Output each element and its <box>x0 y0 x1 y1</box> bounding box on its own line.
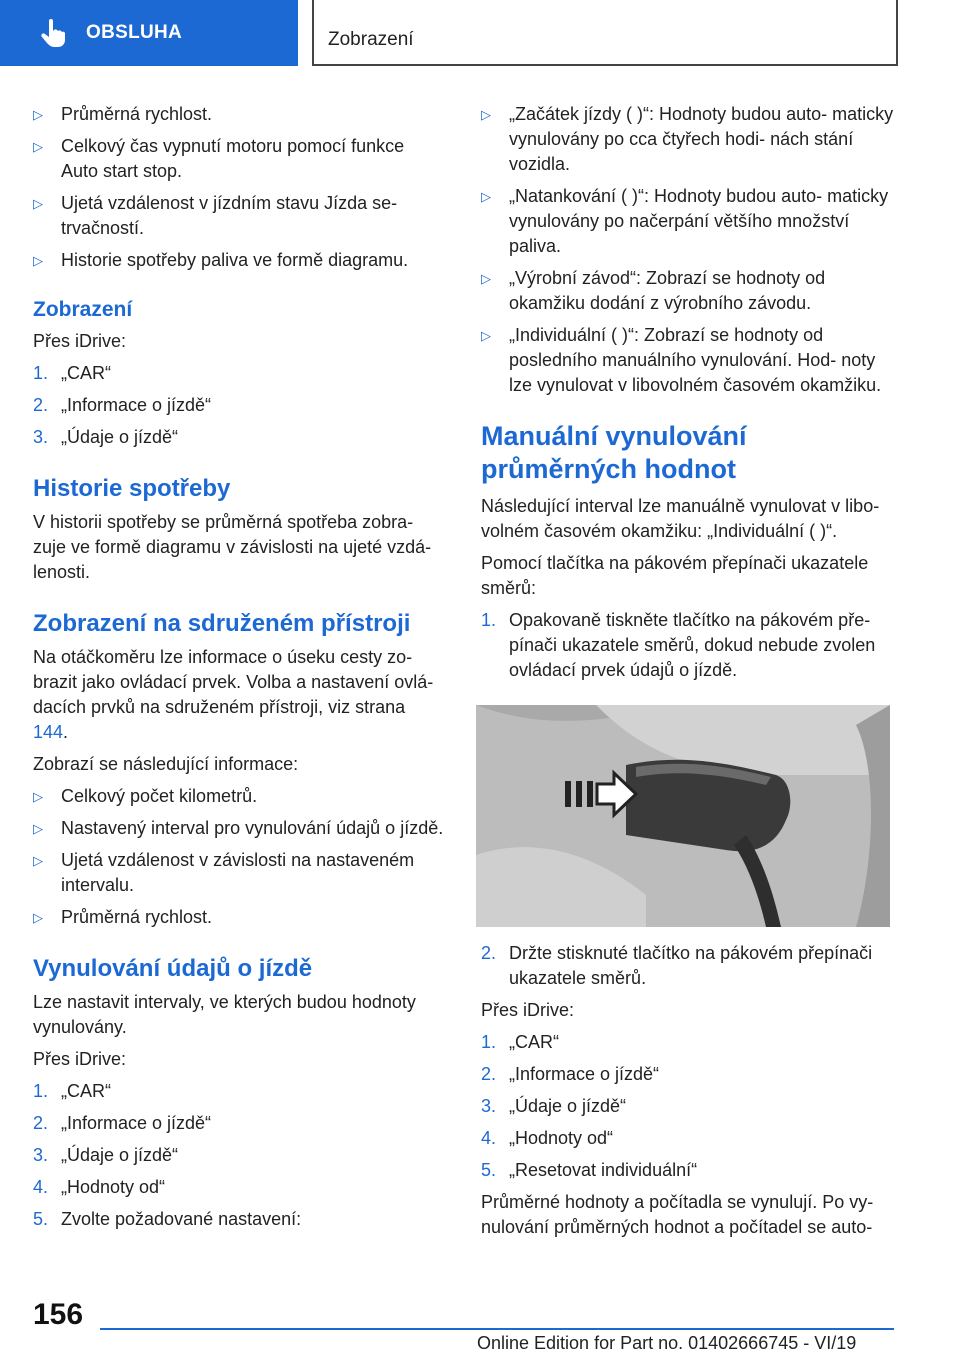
triangle-right-icon: ▷ <box>33 107 43 122</box>
list-item: ▷ „Výrobní závod“: Zobrazí se hodnoty od okamžiku dodání z výrobního závodu. <box>481 266 897 316</box>
section-tab <box>0 0 298 66</box>
paragraph: Průměrné hodnoty a počítadla se vynulují. Po vy- nulování průměrných hodnot a počítadel se auto- <box>481 1192 874 1237</box>
page-link[interactable]: 144 <box>33 722 64 742</box>
triangle-right-icon: ▷ <box>33 853 43 868</box>
heading-vynulovani: Vynulování údajů o jízdě <box>33 955 313 982</box>
step-item: 5. Zvolte požadované nastavení: <box>33 1209 302 1229</box>
triangle-right-icon: ▷ <box>481 107 491 122</box>
list-item: ▷ Celkový počet kilometrů. <box>33 784 445 809</box>
list-item: ▷ Nastavený interval pro vynulování údajů o jízdě. <box>33 816 445 841</box>
list-item: ▷ Historie spotřeby paliva ve formě diagramu. <box>33 248 445 273</box>
triangle-right-icon: ▷ <box>33 196 43 211</box>
heading-sdruzene: Zobrazení na sdruženém přístroji <box>33 610 411 637</box>
turn-signal-lever-photo <box>476 705 890 927</box>
heading-historie: Historie spotřeby <box>33 475 231 502</box>
step-item: 5. „Resetovat individuální“ <box>481 1160 698 1180</box>
step-item: 1. „CAR“ <box>33 1081 111 1101</box>
list-item: ▷ Průměrná rychlost. <box>33 905 445 930</box>
hand-pointer-icon <box>40 19 66 47</box>
list-item: ▷ Celkový čas vypnutí motoru pomocí funkce Auto start stop. <box>33 134 445 184</box>
step-item: 1. Opakovaně tiskněte tlačítko na pákovém pře- pínači ukazatele směrů, dokud nebude zvolen ovládací prvek údajů o jízdě. <box>481 610 876 680</box>
paragraph: Zobrazí se následující informace: <box>33 754 299 774</box>
step-item: 3. „Údaje o jízdě“ <box>33 1145 179 1165</box>
triangle-right-icon: ▷ <box>33 253 43 268</box>
left-column <box>33 102 445 1239</box>
chapter-title: Zobrazení <box>328 29 414 50</box>
page-number: 156 <box>33 1298 84 1331</box>
triangle-right-icon: ▷ <box>33 910 43 925</box>
list-item: ▷ Ujetá vzdálenost v jízdním stavu Jízda se- trvačností. <box>33 191 445 241</box>
step-item: 3. „Údaje o jízdě“ <box>33 427 179 447</box>
paragraph: Následující interval lze manuálně vynulovat v libo- volném časovém okamžiku: „Individuální ( )“. <box>481 496 880 541</box>
triangle-right-icon: ▷ <box>481 271 491 286</box>
step-item: 2. „Informace o jízdě“ <box>33 395 212 415</box>
triangle-right-icon: ▷ <box>481 328 491 343</box>
triangle-right-icon: ▷ <box>33 821 43 836</box>
list-item: ▷ Ujetá vzdálenost v závislosti na nastaveném intervalu. <box>33 848 445 898</box>
paragraph: Přes iDrive: <box>33 331 127 351</box>
step-item: 2. „Informace o jízdě“ <box>33 1113 212 1133</box>
step-item: 2. „Informace o jízdě“ <box>481 1064 660 1084</box>
footer-divider <box>100 1328 894 1330</box>
chapter-header <box>312 0 898 66</box>
triangle-right-icon: ▷ <box>33 789 43 804</box>
heading-zobrazeni: Zobrazení <box>33 298 133 321</box>
step-item: 4. „Hodnoty od“ <box>33 1177 166 1197</box>
list-item: ▷ Průměrná rychlost. <box>33 102 445 127</box>
list-item: ▷ „Natankování ( )“: Hodnoty budou auto- maticky vynulovány po načerpání většího množství paliva. <box>481 184 897 259</box>
footer-edition: Online Edition for Part no. 01402666745 - VI/19 <box>477 1333 857 1353</box>
step-item: 4. „Hodnoty od“ <box>481 1128 614 1148</box>
paragraph: V historii spotřeby se průměrná spotřeba zobra- zuje ve formě diagramu v závislosti na ujeté vzdá- lenosti. <box>33 512 432 582</box>
section-label: OBSLUHA <box>86 22 183 43</box>
step-item: 1. „CAR“ <box>481 1032 559 1052</box>
paragraph: Přes iDrive: <box>481 1000 575 1020</box>
paragraph: Pomocí tlačítka na pákovém přepínači ukazatele směrů: <box>481 553 869 598</box>
paragraph: Lze nastavit intervaly, ve kterých budou hodnoty vynulovány. <box>33 992 416 1037</box>
paragraph: Na otáčkoměru lze informace o úseku cesty zo- brazit jako ovládací prvek. Volba a nastavení ovlá- dacích prvků na sdruženém přístroji, viz strana 144. <box>33 647 434 742</box>
triangle-right-icon: ▷ <box>33 139 43 154</box>
list-item: ▷ „Individuální ( )“: Zobrazí se hodnoty od posledního manuálního vynulování. Hod- noty lze vynulovat v libovolném časovém okamžiku. <box>481 323 897 398</box>
step-item: 1. „CAR“ <box>33 363 111 383</box>
heading-manualni: Manuální vynulování průměrných hodnot <box>481 421 747 484</box>
step-item: 2. Držte stisknuté tlačítko na pákovém přepínači ukazatele směrů. <box>481 943 873 988</box>
step-item: 3. „Údaje o jízdě“ <box>481 1096 627 1116</box>
triangle-right-icon: ▷ <box>481 189 491 204</box>
right-column <box>481 102 897 1247</box>
list-item: ▷ „Začátek jízdy ( )“: Hodnoty budou auto- maticky vynulovány po cca čtyřech hodi- nách stání vozidla. <box>481 102 897 177</box>
paragraph: Přes iDrive: <box>33 1049 127 1069</box>
